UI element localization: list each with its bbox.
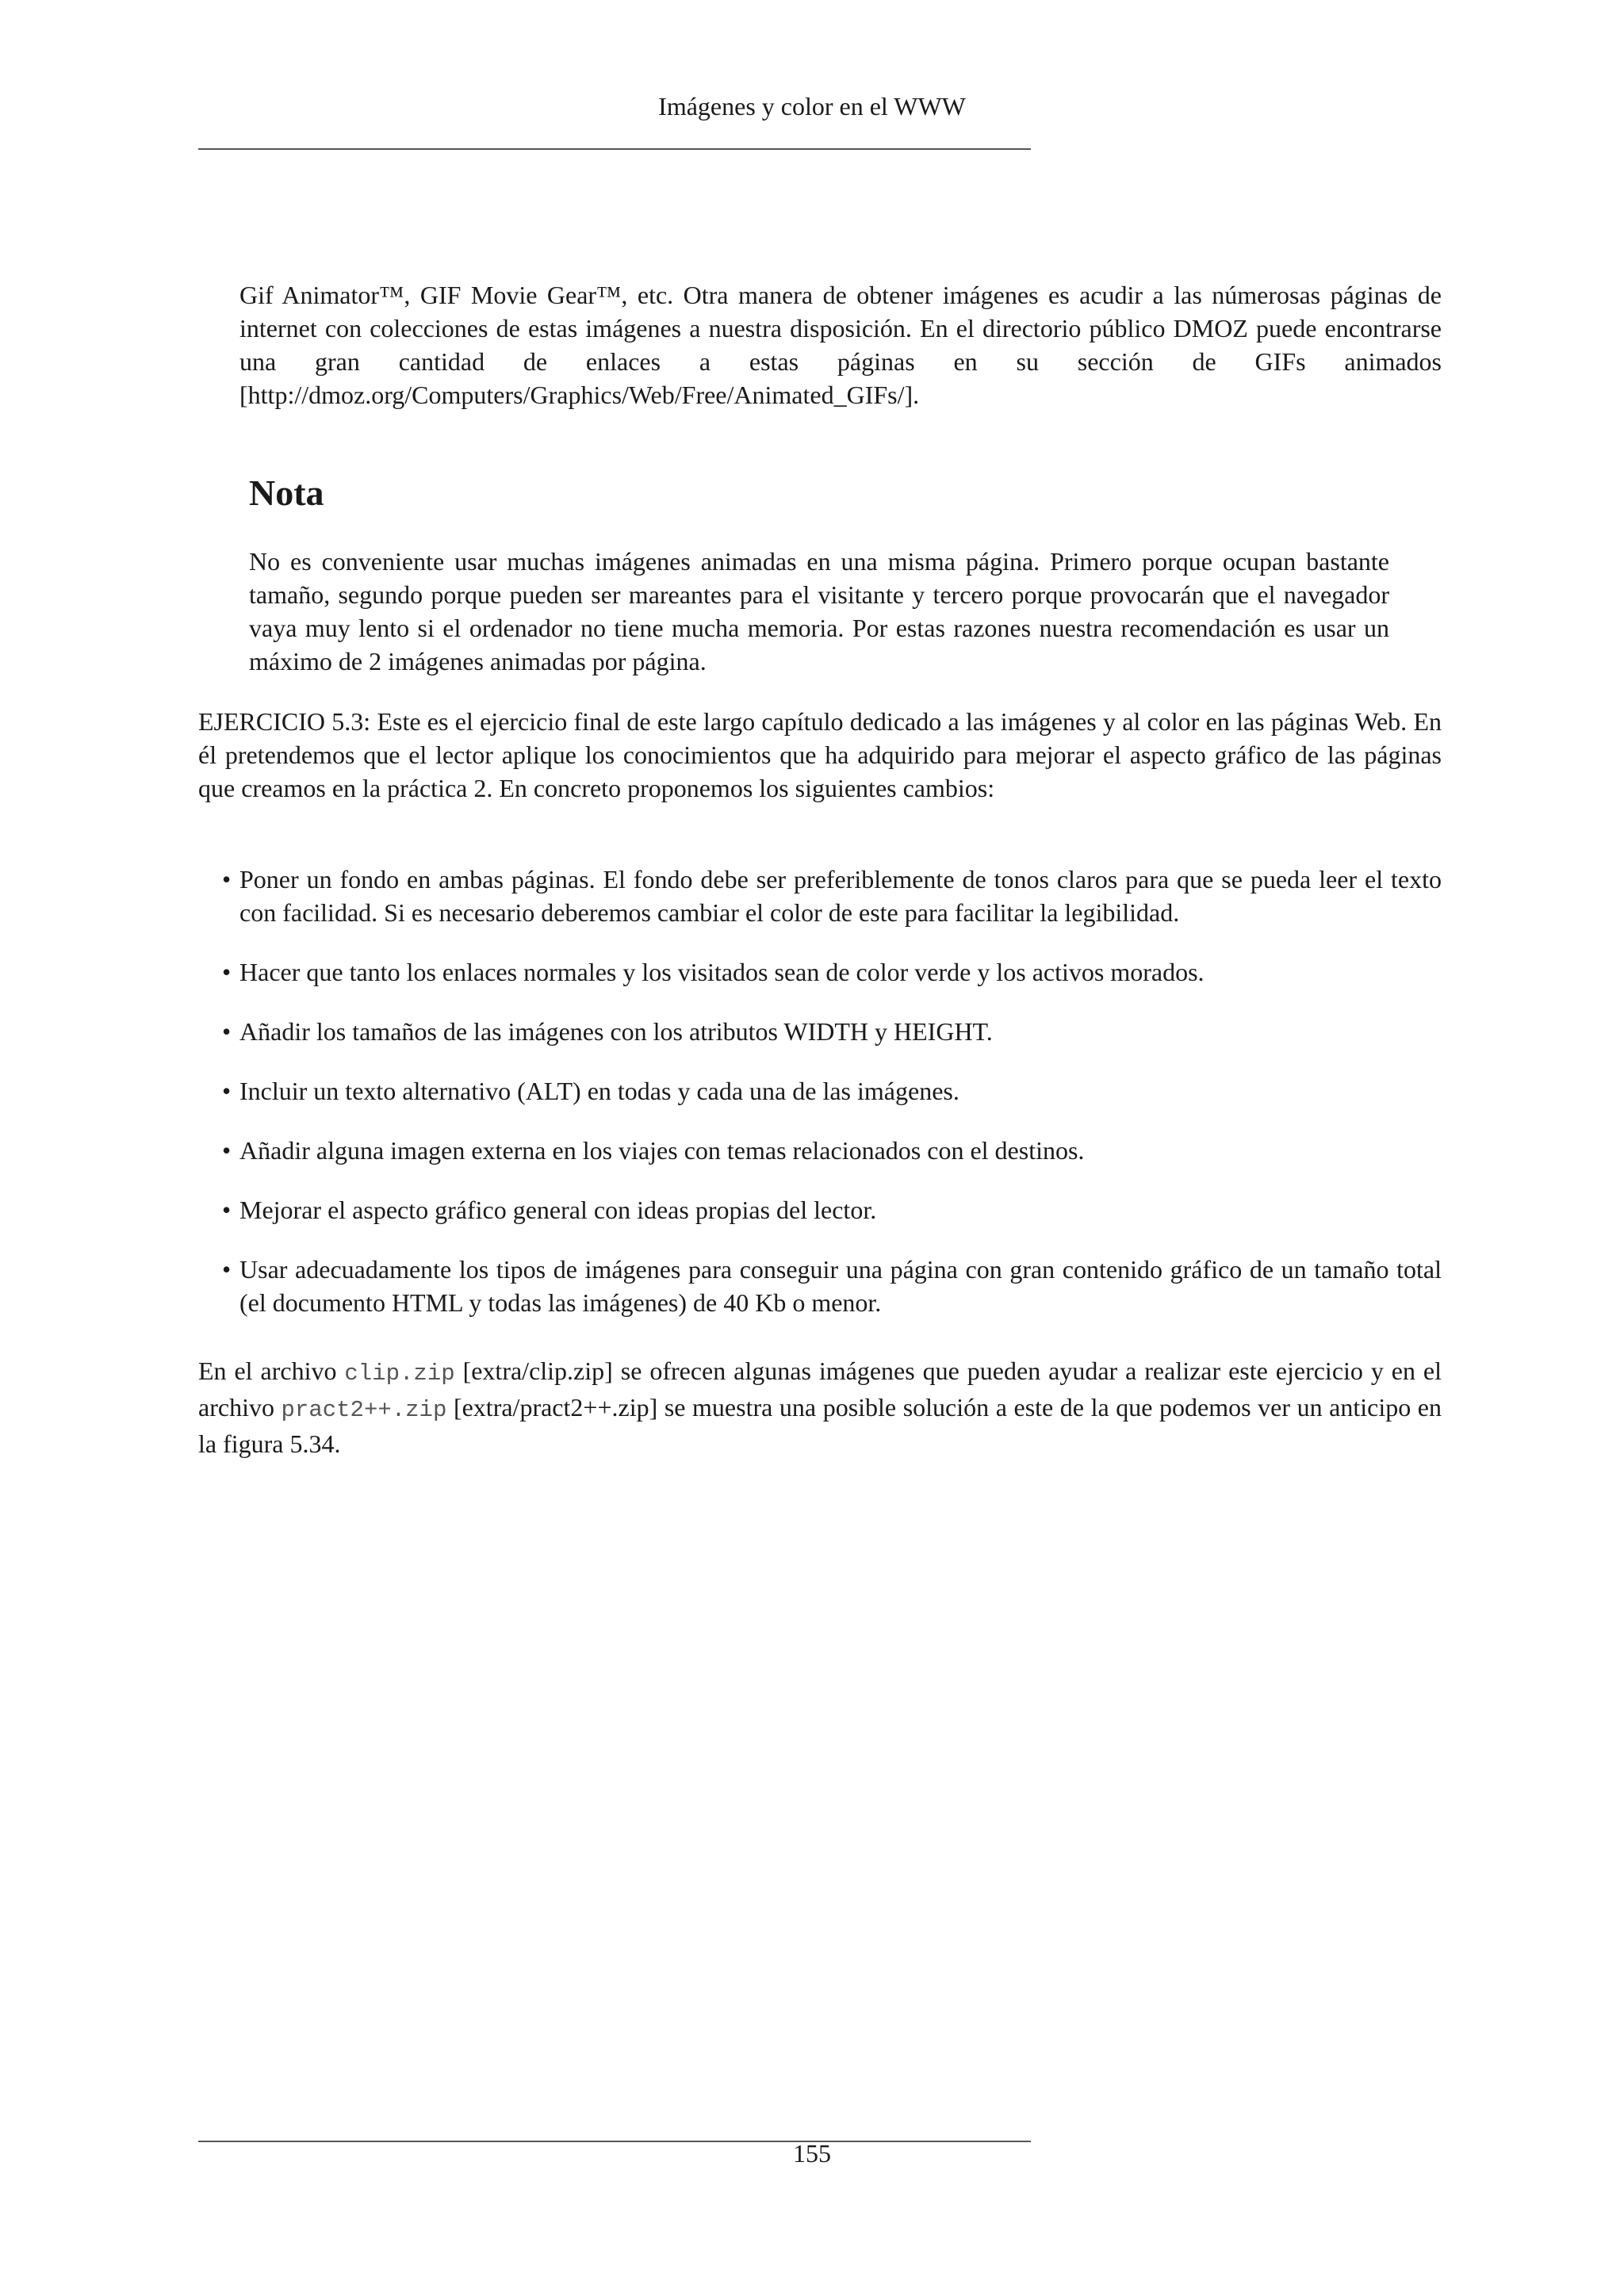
intro-paragraph: Gif Animator™, GIF Movie Gear™, etc. Otra manera de obtener imágenes es acudir a las númerosas páginas de internet con colecciones de estas imágenes a nuestra disposición. En el directorio público DMOZ puede encontrarse una gran cantidad de enlaces a estas páginas en su sección de GIFs animados [http://dmoz.org/Computers/Graphics/Web/Free/Animated_GIFs/]. [239,281,1442,409]
list-item [222,1074,1442,1108]
running-header: Imágenes y color en el WWW [658,92,966,121]
bullet-icon: • [222,865,232,894]
note-body: No es conveniente usar muchas imágenes animadas en una misma página. Primero porque ocupan bastante tamaño, segundo porque pueden ser mareantes para el visitante y tercero porque provocarán que el navegador vaya muy lento si el ordenador no tiene mucha memoria. Por estas razones nuestra recomendación es usar un máximo de 2 imágenes animadas por página. [249,547,1389,675]
list-item-text: Mejorar el aspecto gráfico general con ideas propias del lector. [239,1196,877,1224]
change-list [222,863,1442,1345]
closing-paragraph [198,1354,1442,1460]
closing-text-1: En el archivo [198,1357,345,1385]
list-item [222,863,1442,929]
bullet-icon: • [222,958,232,986]
note-heading: Nota [249,473,324,513]
list-item-text: Usar adecuadamente los tipos de imágenes para conseguir una página con gran contenido gráfico de un tamaño total (el documento HTML y todas las imágenes) de 40 Kb o menor. [239,1255,1442,1317]
list-item-text: Añadir los tamaños de las imágenes con los atributos WIDTH y HEIGHT. [239,1017,993,1046]
list-item-text: Poner un fondo en ambas páginas. El fondo debe ser preferiblemente de tonos claros para que se pueda leer el texto con facilidad. Si es necesario deberemos cambiar el color de este para facilitar la legibilidad. [239,865,1442,927]
closing-text-3: [extra/pract2++.zip] se muestra una posible solución a este de la que podemos ver un anticipo en la figura 5.34. [198,1393,1442,1458]
list-item-text: Añadir alguna imagen externa en los viajes con temas relacionados con el destinos. [239,1136,1085,1165]
list-item [222,1134,1442,1167]
page-number: 155 [793,2139,831,2168]
bullet-icon: • [222,1196,232,1224]
bullet-icon: • [222,1136,232,1165]
filename-pract2-zip: pract2++.zip [281,1397,447,1423]
bullet-icon: • [222,1077,232,1105]
closing-text-2: [extra/clip.zip] se ofrecen algunas imágenes que pueden ayudar a realizar este ejercicio y en el archivo [198,1357,1442,1422]
bullet-icon: • [222,1017,232,1046]
exercise-paragraph: EJERCICIO 5.3: Este es el ejercicio final de este largo capítulo dedicado a las imágenes y al color en las páginas Web. En él pretendemos que el lector aplique los conocimientos que ha adquirido para mejorar el aspecto gráfico de las páginas que creamos en la práctica 2. En concreto proponemos los siguientes cambios: [198,707,1442,802]
list-item-text: Incluir un texto alternativo (ALT) en todas y cada una de las imágenes. [239,1077,959,1105]
list-item [222,955,1442,989]
list-item [222,1015,1442,1048]
header-rule [198,148,1031,150]
list-item-text: Hacer que tanto los enlaces normales y los visitados sean de color verde y los activos morados. [239,958,1205,986]
list-item [222,1193,1442,1226]
bullet-icon: • [222,1255,232,1284]
filename-clip-zip: clip.zip [344,1360,455,1387]
list-item [222,1253,1442,1319]
